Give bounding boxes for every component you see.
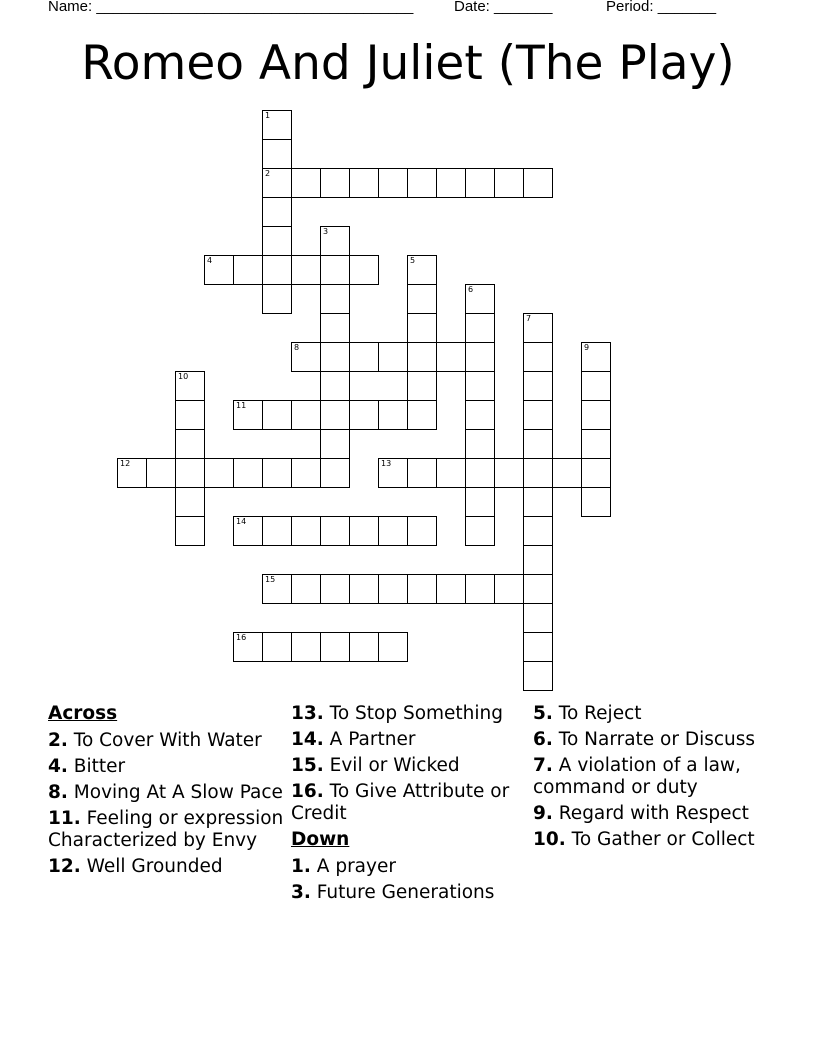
clue-down-7	[533, 755, 769, 799]
grid-cell[interactable]	[233, 632, 263, 662]
grid-cell[interactable]	[378, 342, 408, 372]
grid-cell[interactable]	[465, 371, 495, 401]
grid-cell[interactable]	[349, 400, 379, 430]
clue-text: Moving At A Slow Pace	[67, 782, 283, 803]
grid-cell[interactable]	[494, 574, 524, 604]
clue-number: 6.	[533, 729, 553, 750]
grid-cell[interactable]	[349, 168, 379, 198]
clue-number: 14.	[291, 729, 324, 750]
grid-cell[interactable]	[581, 487, 611, 517]
clue-number: 8.	[48, 782, 68, 803]
clue-text: To Gather or Collect	[565, 829, 755, 850]
clues-column-1	[48, 703, 284, 882]
cell-number: 11	[236, 401, 247, 410]
grid-cell[interactable]	[581, 429, 611, 459]
grid-cell[interactable]	[465, 313, 495, 343]
grid-cell[interactable]	[262, 168, 292, 198]
grid-cell[interactable]	[523, 632, 553, 662]
clue-down-3	[291, 882, 527, 904]
grid-cell[interactable]	[407, 400, 437, 430]
cell-number: 13	[381, 459, 392, 468]
cell-number: 1	[265, 111, 271, 120]
grid-cell[interactable]	[349, 516, 379, 546]
grid-cell[interactable]	[291, 574, 321, 604]
grid-cell[interactable]	[494, 168, 524, 198]
clue-down-6	[533, 729, 769, 751]
grid-cell[interactable]	[320, 226, 350, 256]
grid-cell[interactable]	[117, 458, 147, 488]
clue-text: A Partner	[323, 729, 416, 750]
grid-cell[interactable]	[436, 168, 466, 198]
grid-cell[interactable]	[291, 516, 321, 546]
name-field[interactable]: Name: ______________________________________	[48, 0, 414, 15]
grid-cell[interactable]	[465, 284, 495, 314]
clue-text: Future Generations	[310, 882, 495, 903]
period-field[interactable]: Period: _______	[606, 0, 717, 15]
clue-number: 11.	[48, 808, 81, 829]
grid-cell[interactable]	[320, 574, 350, 604]
clue-down-10	[533, 829, 769, 851]
across-heading: Across	[48, 703, 118, 724]
grid-cell[interactable]	[581, 458, 611, 488]
clue-across-13	[291, 703, 527, 725]
grid-cell[interactable]	[523, 545, 553, 575]
grid-cell[interactable]	[523, 168, 553, 198]
grid-cell[interactable]	[581, 400, 611, 430]
grid-cell[interactable]	[349, 255, 379, 285]
grid-cell[interactable]	[291, 168, 321, 198]
clue-down-1	[291, 856, 527, 878]
clue-number: 15.	[291, 755, 324, 776]
grid-cell[interactable]	[320, 516, 350, 546]
grid-cell[interactable]	[320, 342, 350, 372]
clues-column-2	[291, 703, 527, 908]
grid-cell[interactable]	[407, 371, 437, 401]
grid-cell[interactable]	[320, 313, 350, 343]
clue-text: Regard with Respect	[552, 803, 749, 824]
cell-number: 2	[265, 169, 271, 178]
clue-number: 2.	[48, 730, 68, 751]
grid-cell[interactable]	[262, 197, 292, 227]
date-field[interactable]: Date: _______	[454, 0, 553, 15]
grid-cell[interactable]	[262, 400, 292, 430]
grid-cell[interactable]	[552, 458, 582, 488]
grid-cell[interactable]	[523, 313, 553, 343]
grid-cell[interactable]	[523, 400, 553, 430]
grid-cell[interactable]	[175, 400, 205, 430]
grid-cell[interactable]	[465, 168, 495, 198]
grid-cell[interactable]	[262, 255, 292, 285]
grid-cell[interactable]	[175, 487, 205, 517]
cell-number: 10	[178, 372, 189, 381]
grid-cell[interactable]	[378, 516, 408, 546]
grid-cell[interactable]	[146, 458, 176, 488]
grid-cell[interactable]	[262, 284, 292, 314]
grid-cell[interactable]	[291, 400, 321, 430]
grid-cell[interactable]	[465, 458, 495, 488]
grid-cell[interactable]	[465, 429, 495, 459]
clue-number: 1.	[291, 856, 311, 877]
grid-cell[interactable]	[465, 400, 495, 430]
cell-number: 6	[468, 285, 474, 294]
cell-number: 4	[207, 256, 213, 265]
grid-cell[interactable]	[378, 574, 408, 604]
grid-cell[interactable]	[407, 574, 437, 604]
grid-cell[interactable]	[291, 632, 321, 662]
grid-cell[interactable]	[320, 168, 350, 198]
grid-cell[interactable]	[291, 342, 321, 372]
grid-cell[interactable]	[523, 342, 553, 372]
grid-cell[interactable]	[407, 313, 437, 343]
cell-number: 16	[236, 633, 247, 642]
cell-number: 8	[294, 343, 300, 352]
grid-cell[interactable]	[494, 458, 524, 488]
grid-cell[interactable]	[175, 429, 205, 459]
grid-cell[interactable]	[407, 516, 437, 546]
clue-down-9	[533, 803, 769, 825]
clue-number: 13.	[291, 703, 324, 724]
clue-down-5	[533, 703, 769, 725]
grid-cell[interactable]	[320, 255, 350, 285]
grid-cell[interactable]	[349, 574, 379, 604]
cell-number: 12	[120, 459, 131, 468]
clue-text: A violation of a law, command or duty	[533, 755, 741, 798]
clue-number: 4.	[48, 756, 68, 777]
grid-cell[interactable]	[407, 284, 437, 314]
grid-cell[interactable]	[523, 574, 553, 604]
clue-number: 7.	[533, 755, 553, 776]
clue-across-14	[291, 729, 527, 751]
grid-cell[interactable]	[262, 516, 292, 546]
grid-cell[interactable]	[523, 516, 553, 546]
grid-cell[interactable]	[320, 429, 350, 459]
clue-across-11	[48, 808, 284, 852]
cell-number: 9	[584, 343, 590, 352]
grid-cell[interactable]	[320, 284, 350, 314]
grid-cell[interactable]	[523, 661, 553, 691]
grid-cell[interactable]	[262, 110, 292, 140]
grid-cell[interactable]	[320, 400, 350, 430]
grid-cell[interactable]	[291, 458, 321, 488]
grid-cell[interactable]	[349, 632, 379, 662]
clue-number: 10.	[533, 829, 566, 850]
grid-cell[interactable]	[465, 574, 495, 604]
grid-cell[interactable]	[262, 574, 292, 604]
clues-column-3	[533, 703, 769, 855]
grid-cell[interactable]	[320, 632, 350, 662]
clue-across-16	[291, 781, 527, 825]
clue-text: To Cover With Water	[67, 730, 262, 751]
down-heading: Down	[291, 829, 350, 850]
grid-cell[interactable]	[581, 342, 611, 372]
clue-number: 9.	[533, 803, 553, 824]
clue-text: Feeling or expression Characterized by Envy	[48, 808, 284, 851]
clue-text: A prayer	[310, 856, 396, 877]
clue-text: To Give Attribute or Credit	[291, 781, 510, 824]
grid-cell[interactable]	[320, 371, 350, 401]
grid-cell[interactable]	[523, 458, 553, 488]
clue-number: 3.	[291, 882, 311, 903]
grid-cell[interactable]	[378, 458, 408, 488]
grid-cell[interactable]	[320, 458, 350, 488]
grid-cell[interactable]	[581, 371, 611, 401]
grid-cell[interactable]	[465, 342, 495, 372]
clue-number: 5.	[533, 703, 553, 724]
grid-cell[interactable]	[291, 255, 321, 285]
clue-across-12	[48, 856, 284, 878]
grid-cell[interactable]	[407, 168, 437, 198]
grid-cell[interactable]	[465, 516, 495, 546]
grid-cell[interactable]	[233, 458, 263, 488]
grid-cell[interactable]	[407, 255, 437, 285]
grid-cell[interactable]	[262, 139, 292, 169]
grid-cell[interactable]	[378, 632, 408, 662]
cell-number: 5	[410, 256, 416, 265]
clue-number: 12.	[48, 856, 81, 877]
clue-text: To Narrate or Discuss	[552, 729, 756, 750]
grid-cell[interactable]	[233, 400, 263, 430]
grid-cell[interactable]	[523, 371, 553, 401]
grid-cell[interactable]	[378, 400, 408, 430]
grid-cell[interactable]	[262, 632, 292, 662]
clue-number: 16.	[291, 781, 324, 802]
grid-cell[interactable]	[465, 487, 495, 517]
grid-cell[interactable]	[436, 458, 466, 488]
cell-number: 3	[323, 227, 329, 236]
grid-cell[interactable]	[378, 168, 408, 198]
grid-cell[interactable]	[523, 429, 553, 459]
clue-text: Well Grounded	[80, 856, 223, 877]
grid-cell[interactable]	[233, 255, 263, 285]
grid-cell[interactable]	[523, 603, 553, 633]
grid-cell[interactable]	[262, 226, 292, 256]
grid-cell[interactable]	[523, 487, 553, 517]
clue-text: To Reject	[552, 703, 642, 724]
clue-text: Bitter	[67, 756, 126, 777]
cell-number: 7	[526, 314, 532, 323]
grid-cell[interactable]	[262, 458, 292, 488]
grid-cell[interactable]	[175, 458, 205, 488]
grid-cell[interactable]	[407, 458, 437, 488]
grid-cell[interactable]	[407, 342, 437, 372]
clue-text: Evil or Wicked	[323, 755, 460, 776]
cell-number: 15	[265, 575, 276, 584]
clue-across-15	[291, 755, 527, 777]
clue-across-8	[48, 782, 284, 804]
grid-cell[interactable]	[436, 574, 466, 604]
grid-cell[interactable]	[436, 342, 466, 372]
grid-cell[interactable]	[175, 371, 205, 401]
grid-cell[interactable]	[233, 516, 263, 546]
grid-cell[interactable]	[349, 342, 379, 372]
grid-cell[interactable]	[204, 255, 234, 285]
grid-cell[interactable]	[204, 458, 234, 488]
clue-across-4	[48, 756, 284, 778]
clue-across-2	[48, 730, 284, 752]
clue-text: To Stop Something	[323, 703, 504, 724]
puzzle-title: Romeo And Juliet (The Play)	[81, 36, 735, 91]
cell-number: 14	[236, 517, 247, 526]
grid-cell[interactable]	[175, 516, 205, 546]
